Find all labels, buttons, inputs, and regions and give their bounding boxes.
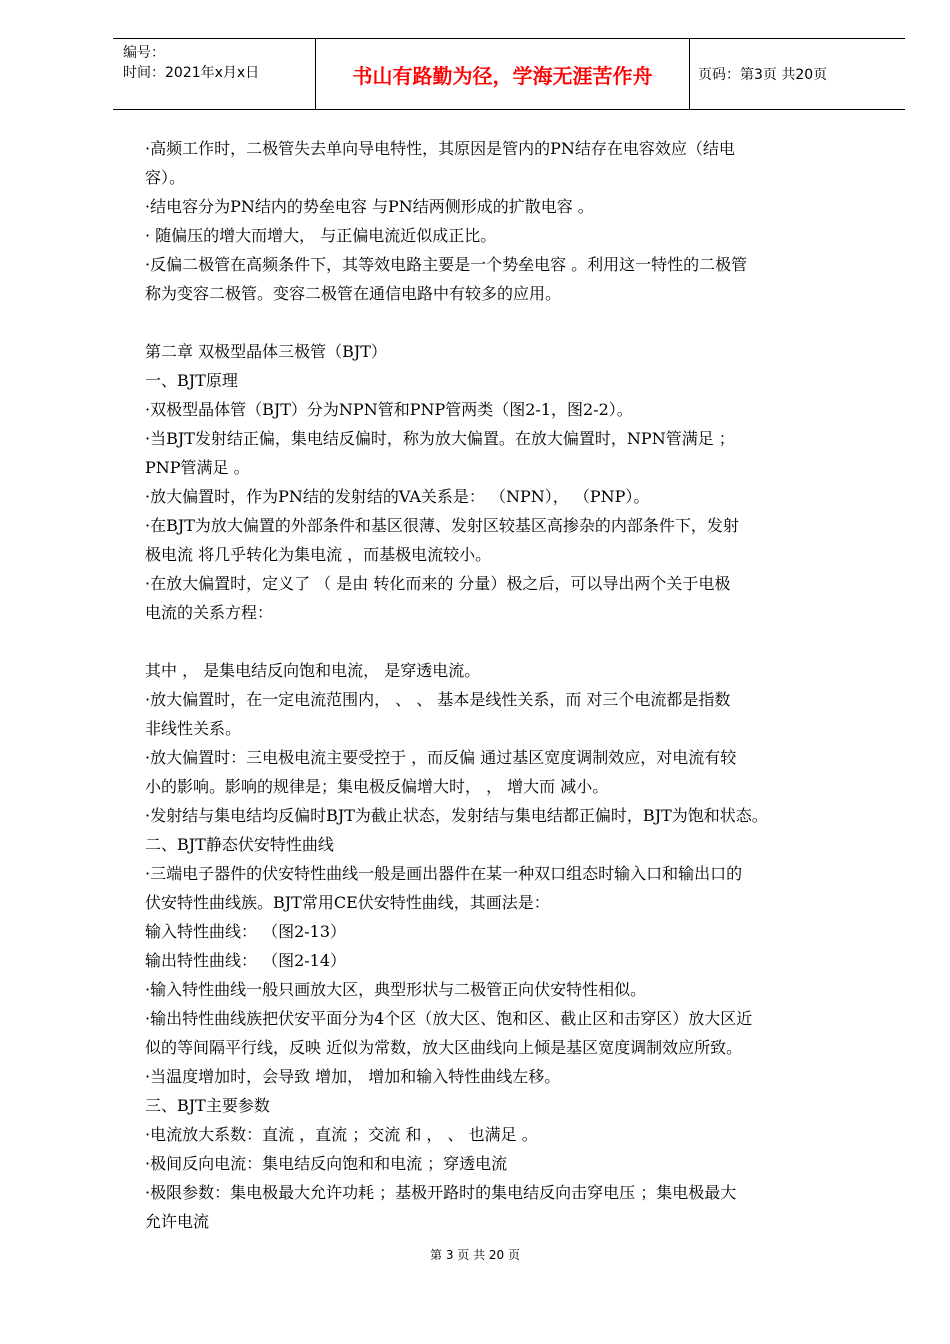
document-time-label: 时间：2021年x月x日: [123, 65, 260, 81]
text-line: ·当温度增加时，会导致 增加， 增加和输入特性曲线左移。: [145, 1067, 561, 1086]
text-line: 伏安特性曲线族。BJT常用CE伏安特性曲线，其画法是：: [145, 893, 550, 912]
text-line: · 随偏压的增大而增大， 与正偏电流近似成正比。: [145, 226, 497, 245]
text-line: ·在BJT为放大偏置的外部条件和基区很薄、发射区较基区高掺杂的内部条件下，发射: [145, 516, 739, 535]
header-page-info: 页码：第3页 共20页: [698, 67, 828, 83]
text-line: 输出特性曲线： （图2-14）: [145, 951, 347, 970]
text-line: ·在放大偏置时，定义了 （ 是由 转化而来的 分量）极之后，可以导出两个关于电极: [145, 574, 731, 593]
text-line: 一、BJT原理: [145, 371, 238, 390]
header-meta: [113, 39, 316, 109]
page-header: [113, 38, 905, 110]
text-line: 二、BJT静态伏安特性曲线: [145, 835, 334, 854]
header-motto: 书山有路勤为径，学海无涯苦作舟: [316, 39, 690, 109]
text-line: 似的等间隔平行线，反映 近似为常数，放大区曲线向上倾是基区宽度调制效应所致。: [145, 1038, 743, 1057]
text-line: 非线性关系。: [145, 719, 242, 738]
text-line: ·极间反向电流：集电结反向饱和和电流 ；穿透电流: [145, 1154, 508, 1173]
text-line: ·极限参数：集电极最大允许功耗 ；基极开路时的集电结反向击穿电压 ；集电极最大: [145, 1183, 737, 1202]
page-footer-number: 第 3 页 共 20 页: [430, 1248, 520, 1262]
blank-line: [145, 627, 880, 656]
text-line: 第二章 双极型晶体三极管（BJT）: [145, 342, 387, 361]
text-line: ·双极型晶体管（BJT）分为NPN管和PNP管两类（图2-1，图2-2）。: [145, 400, 633, 419]
text-line: 电流的关系方程：: [145, 603, 274, 622]
text-line: 三、BJT主要参数: [145, 1096, 270, 1115]
text-line: ·三端电子器件的伏安特性曲线一般是画出器件在某一种双口组态时输入口和输出口的: [145, 864, 743, 883]
text-line: ·结电容分为PN结内的势垒电容 与PN结两侧形成的扩散电容 。: [145, 197, 594, 216]
text-line: ·输出特性曲线族把伏安平面分为4个区（放大区、饱和区、截止区和击穿区）放大区近: [145, 1009, 753, 1028]
text-line: 小的影响。影响的规律是；集电极反偏增大时， ， 增大而 减小。: [145, 777, 609, 796]
text-line: ·放大偏置时：三电极电流主要受控于 ，而反偏 通过基区宽度调制效应，对电流有较: [145, 748, 737, 767]
text-line: ·输入特性曲线一般只画放大区，典型形状与二极管正向伏安特性相似。: [145, 980, 647, 999]
text-line: 允许电流: [145, 1212, 210, 1231]
text-line: 极电流 将几乎转化为集电流 ，而基极电流较小。: [145, 545, 492, 564]
text-line: ·放大偏置时，在一定电流范围内， 、 、 基本是线性关系，而 对三个电流都是指数: [145, 690, 731, 709]
text-line: ·放大偏置时，作为PN结的发射结的VA关系是： （NPN）， （PNP）。: [145, 487, 650, 506]
text-line: 容）。: [145, 168, 186, 187]
text-line: ·高频工作时，二极管失去单向导电特性，其原因是管内的PN结存在电容效应（结电: [145, 139, 735, 158]
blank-line: [145, 308, 880, 337]
text-line: ·当BJT发射结正偏，集电结反偏时，称为放大偏置。在放大偏置时，NPN管满足 ；: [145, 429, 735, 448]
text-line: 其中 ， 是集电结反向饱和电流， 是穿透电流。: [145, 661, 481, 680]
text-line: ·电流放大系数：直流 ，直流 ；交流 和 ， 、 也满足 。: [145, 1125, 538, 1144]
document-body: [145, 134, 880, 1236]
text-line: 输入特性曲线： （图2-13）: [145, 922, 347, 941]
text-line: ·反偏二极管在高频条件下，其等效电路主要是一个势垒电容 。利用这一特性的二极管: [145, 255, 748, 274]
text-line: 称为变容二极管。变容二极管在通信电路中有较多的应用。: [145, 284, 562, 303]
text-line: ·发射结与集电结均反偏时BJT为截止状态，发射结与集电结都正偏时，BJT为饱和状态。: [145, 806, 768, 825]
document-number-label: 编号：: [123, 45, 165, 61]
text-line: PNP管满足 。: [145, 458, 250, 477]
